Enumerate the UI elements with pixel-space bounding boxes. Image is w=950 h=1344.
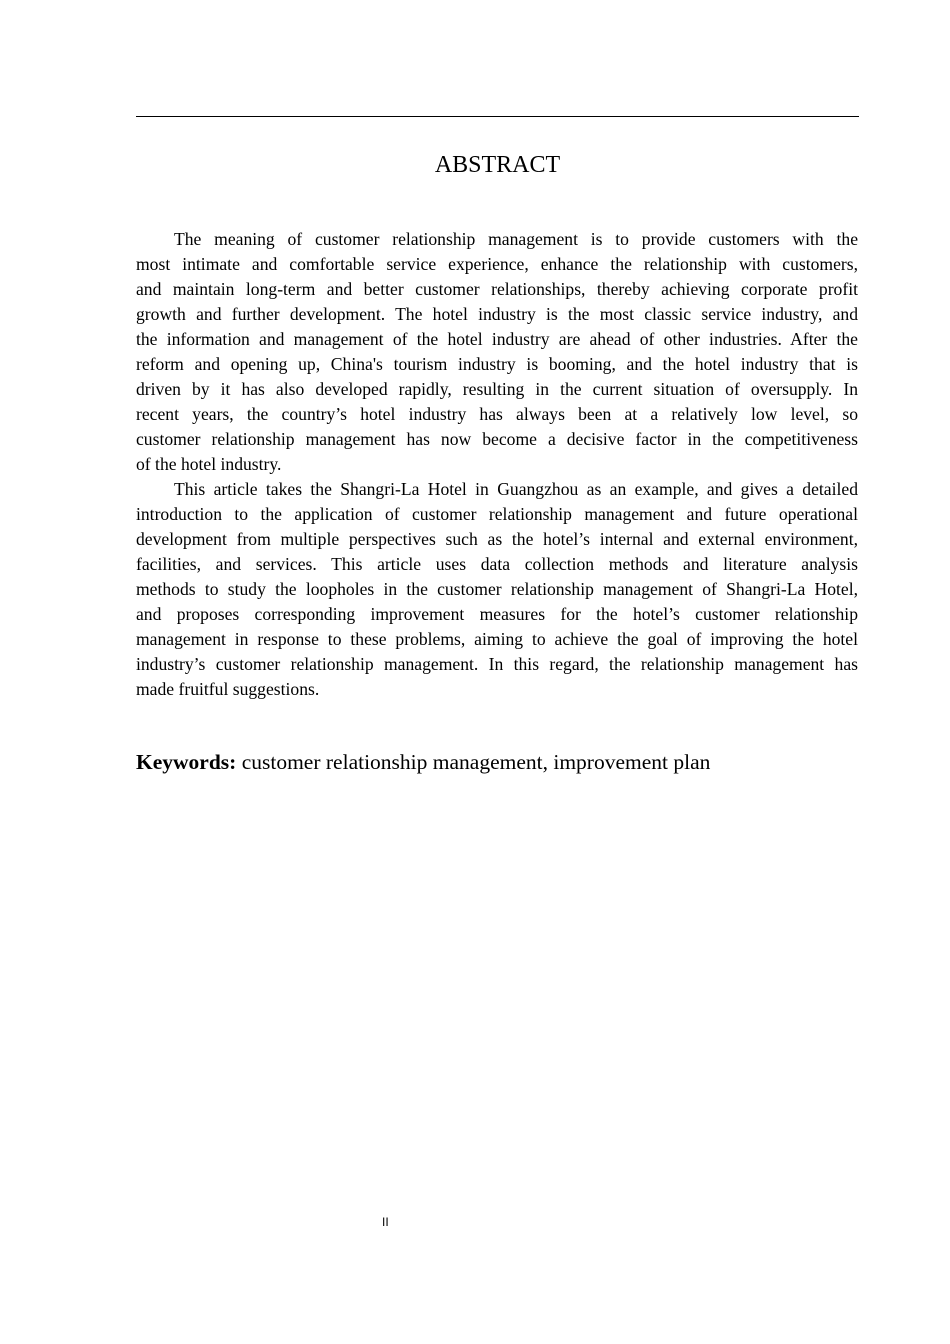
paragraph-line: and proposes corresponding improvement measures for the hotel’s customer relationship (136, 604, 858, 624)
keywords-label: Keywords: (136, 750, 237, 774)
abstract-body (136, 227, 858, 702)
paragraph-line: management in response to these problems, aiming to achieve the goal of improving the hotel (136, 629, 858, 649)
paragraph-line: facilities, and services. This article uses data collection methods and literature analysis (136, 554, 858, 574)
paragraph-line: of the hotel industry. (136, 454, 282, 474)
abstract-paragraph (136, 477, 858, 702)
paragraph-line: growth and further development. The hotel industry is the most classic service industry, and (136, 304, 858, 324)
abstract-title: ABSTRACT (434, 152, 561, 178)
header-rule (136, 116, 859, 117)
page-number: II (382, 1215, 389, 1229)
paragraph-line: most intimate and comfortable service experience, enhance the relationship with customers, (136, 254, 858, 274)
paragraph-line: reform and opening up, China's tourism industry is booming, and the hotel industry that is (136, 354, 858, 374)
paragraph-line: customer relationship management has now become a decisive factor in the competitiveness (136, 429, 858, 449)
paragraph-line: The meaning of customer relationship management is to provide customers with the (174, 229, 858, 249)
paragraph-line: methods to study the loopholes in the customer relationship management of Shangri-La Hotel, (136, 579, 858, 599)
paragraph-line: industry’s customer relationship management. In this regard, the relationship management has (136, 654, 858, 674)
paragraph-line: development from multiple perspectives such as the hotel’s internal and external environment, (136, 529, 858, 549)
paragraph-line: made fruitful suggestions. (136, 679, 320, 699)
abstract-paragraph (136, 227, 858, 477)
paragraph-line: recent years, the country’s hotel industry has always been at a relatively low level, so (136, 404, 858, 424)
paragraph-line: introduction to the application of customer relationship management and future operational (136, 504, 858, 524)
paragraph-line: the information and management of the hotel industry are ahead of other industries. After the (136, 329, 858, 349)
keywords-line (136, 748, 710, 776)
paragraph-line: This article takes the Shangri-La Hotel in Guangzhou as an example, and gives a detailed (174, 479, 858, 499)
keywords-text: customer relationship management, improvement plan (236, 750, 711, 774)
paragraph-line: driven by it has also developed rapidly, resulting in the current situation of oversupply. In (136, 379, 858, 399)
paragraph-line: and maintain long-term and better customer relationships, thereby achieving corporate profit (136, 279, 858, 299)
